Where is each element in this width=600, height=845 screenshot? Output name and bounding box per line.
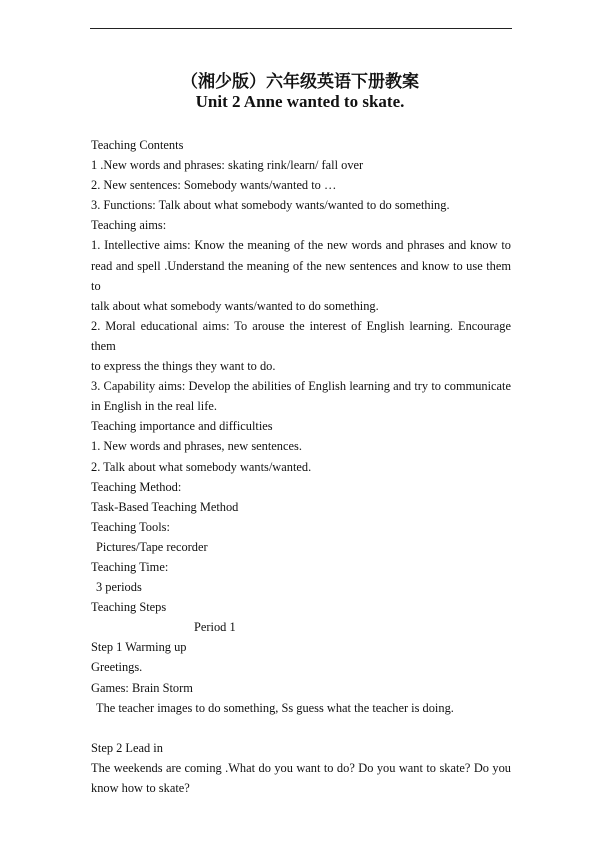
section-heading-teaching-aims: Teaching aims: <box>91 218 167 233</box>
section-heading-time: Teaching Time: <box>91 559 169 574</box>
document-title-chinese: （湘少版）六年级英语下册教案 <box>181 72 419 92</box>
aim-1-line-2: read and spell .Understand the meaning of the new sentences and know to use them to <box>91 258 511 293</box>
step-1-games: Games: Brain Storm <box>91 680 193 695</box>
step-2-line-2: know how to skate? <box>91 781 190 795</box>
step-2-heading: Step 2 Lead in <box>91 740 163 755</box>
aim-paragraph-3 <box>91 376 511 416</box>
aim-1-line-1: 1. Intellective aims: Know the meaning of the new words and phrases and know to <box>91 238 511 253</box>
content-item-3: 3. Functions: Talk about what somebody wants/wanted to do something. <box>91 198 450 213</box>
method-value: Task-Based Teaching Method <box>91 499 239 514</box>
aim-3-line-2: in English in the real life. <box>91 399 217 414</box>
aim-2-line-1: 2. Moral educational aims: To arouse the interest of English learning. Encourage them <box>91 318 511 353</box>
section-heading-teaching-contents: Teaching Contents <box>91 138 184 152</box>
document-body <box>91 135 511 798</box>
step-2-line-1: The weekends are coming .What do you want to do? Do you want to skate? Do you <box>91 760 511 775</box>
section-heading-importance: Teaching importance and difficulties <box>91 419 273 434</box>
blank-line <box>91 718 511 738</box>
importance-item-1: 1. New words and phrases, new sentences. <box>91 439 302 454</box>
aim-3-line-1: 3. Capability aims: Develop the abilities of English learning and try to communicate <box>91 379 511 394</box>
tools-value: Pictures/Tape recorder <box>96 539 208 554</box>
aim-paragraph-1 <box>91 235 511 315</box>
section-heading-tools: Teaching Tools: <box>91 519 170 534</box>
step-2-paragraph <box>91 758 511 798</box>
step-1-greetings: Greetings. <box>91 660 143 675</box>
aim-2-line-2: to express the things they want to do. <box>91 359 276 374</box>
aim-paragraph-2 <box>91 316 511 376</box>
section-heading-steps: Teaching Steps <box>91 600 167 615</box>
content-item-2: 2. New sentences: Somebody wants/wanted to … <box>91 178 337 193</box>
content-item-1: 1 .New words and phrases: skating rink/learn/ fall over <box>91 158 364 173</box>
period-heading: Period 1 <box>194 620 236 635</box>
time-value: 3 periods <box>96 580 142 595</box>
document-title-english: Unit 2 Anne wanted to skate. <box>195 92 405 111</box>
importance-item-2: 2. Talk about what somebody wants/wanted. <box>91 459 312 474</box>
step-1-description: The teacher images to do something, Ss guess what the teacher is doing. <box>96 700 454 715</box>
aim-1-line-3: talk about what somebody wants/wanted to do something. <box>91 298 379 313</box>
step-1-heading: Step 1 Warming up <box>91 640 187 655</box>
header-rule <box>90 28 512 29</box>
section-heading-method: Teaching Method: <box>91 479 182 494</box>
